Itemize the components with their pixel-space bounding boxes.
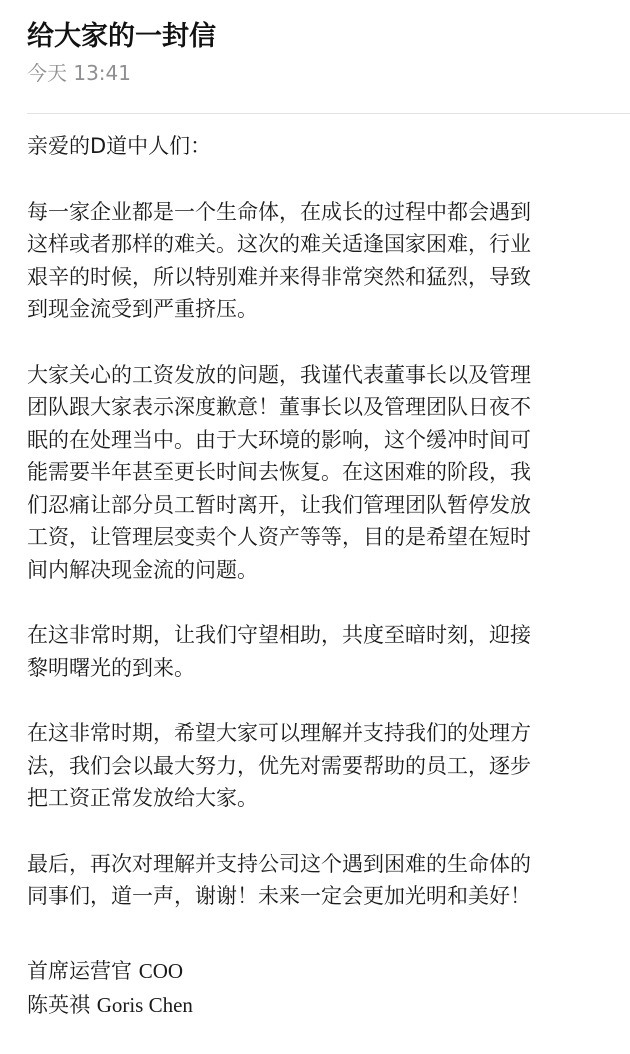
signature-name-line	[27, 988, 617, 1022]
letter-signature	[27, 954, 617, 1022]
signature-title-line	[27, 954, 617, 988]
letter-greeting: 亲爱的D道中人们：	[27, 134, 212, 158]
header-divider	[27, 113, 630, 114]
letter-body	[27, 130, 617, 946]
letter-paragraph-4: 在这非常时期，希望大家可以理解并支持我们的处理方 法，我们会以最大努力，优先对需要帮助的员工，逐步 把工资正常发放给大家。	[27, 721, 531, 810]
signature-title-cn: 首席运营官	[27, 959, 132, 983]
signature-title-en: COO	[138, 959, 184, 983]
message-title: 给大家的一封信	[27, 21, 216, 52]
message-header	[0, 0, 630, 98]
signature-name-en: Goris Chen	[96, 993, 193, 1017]
message-timestamp: 今天 13:41	[27, 61, 131, 85]
signature-name-cn: 陈英祺	[27, 993, 90, 1017]
letter-paragraph-2: 大家关心的工资发放的问题，我谨代表董事长以及管理 团队跟大家表示深度歉意！董事长以及管理团队日夜不 眠的在处理当中。由于大环境的影响，这个缓冲时间可 能需要半年甚至更长时间去恢复。在这困难的阶段，我 们忍痛让部分员工暂时离开，让我们管理团队暂停发放 工资，让管理层变卖个人资产等等，目的是希望在短时 间内解决现金流的问题。	[27, 362, 531, 582]
letter-paragraph-5: 最后，再次对理解并支持公司这个遇到困难的生命体的 同事们，道一声，谢谢！未来一定会更加光明和美好！	[27, 851, 531, 908]
letter-paragraph-3: 在这非常时期，让我们守望相助，共度至暗时刻，迎接 黎明曙光的到来。	[27, 623, 531, 680]
letter-paragraph-1: 每一家企业都是一个生命体，在成长的过程中都会遇到 这样或者那样的难关。这次的难关适逢国家困难，行业 艰辛的时候，所以特别难并来得非常突然和猛烈，导致 到现金流受到严重挤压。	[27, 199, 531, 321]
